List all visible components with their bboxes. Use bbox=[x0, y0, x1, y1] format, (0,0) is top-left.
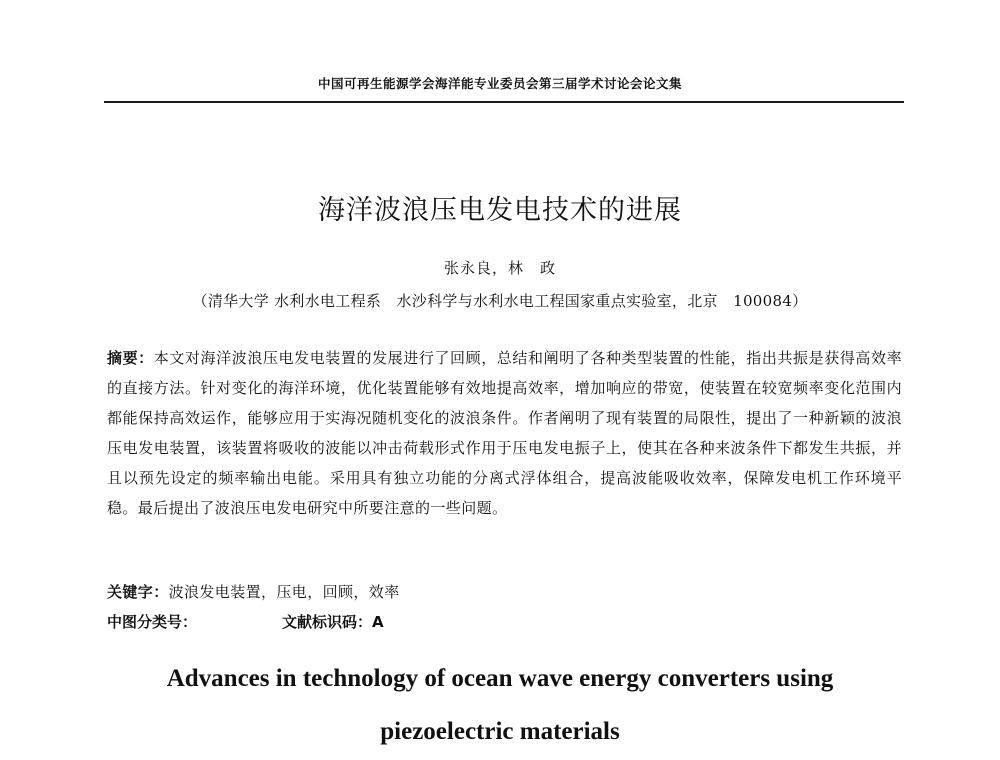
document-code bbox=[282, 611, 384, 632]
paper-title-en-line2: piezoelectric materials bbox=[380, 718, 620, 745]
keywords bbox=[107, 581, 902, 602]
running-header: 中国可再生能源学会海洋能专业委员会第三届学术讨论会论文集 bbox=[317, 76, 682, 91]
classification-line bbox=[107, 611, 902, 632]
abstract-label: 摘要： bbox=[107, 349, 154, 367]
paper-title-en bbox=[0, 652, 1000, 758]
doc-code-label: 文献标识码： bbox=[282, 613, 373, 631]
keywords-text: 波浪发电装置，压电，回顾，效率 bbox=[168, 583, 400, 601]
keywords-label: 关键字： bbox=[107, 583, 169, 601]
affiliation: （清华大学 水利水电工程系 水沙科学与水利水电工程国家重点实验室，北京 100084） bbox=[192, 292, 808, 310]
clc-label: 中图分类号： bbox=[107, 613, 198, 631]
abstract-text: 本文对海洋波浪压电发电装置的发展进行了回顾，总结和阐明了各种类型装置的性能，指出共振是获得高效率的直接方法。针对变化的海洋环境，优化装置能够有效地提高效率，增加响应的带宽，使装置在较宽频率变化范围内都能保持高效运作，能够应用于实海况随机变化的波浪条件。作者阐明了现有装置的局限性，提出了一种新颖的波浪压电发电装置，该装置将吸收的波能以冲击荷载形式作用于压电发电振子上，使其在各种来波条件下都发生共振，并且以预先设定的频率输出电能。采用具有独立功能的分离式浮体组合，提高波能吸收效率，保障发电机工作环境平稳。最后提出了波浪压电发电研究中所要注意的一些问题。 bbox=[107, 349, 902, 518]
abstract bbox=[107, 343, 902, 524]
header-rule bbox=[104, 101, 904, 103]
doc-code-value: A bbox=[372, 613, 384, 631]
authors: 张永良，林 政 bbox=[443, 259, 556, 277]
paper-title-en-line1: Advances in technology of ocean wave energy converters using bbox=[166, 665, 834, 692]
paper-title-cn: 海洋波浪压电发电技术的进展 bbox=[318, 195, 682, 226]
